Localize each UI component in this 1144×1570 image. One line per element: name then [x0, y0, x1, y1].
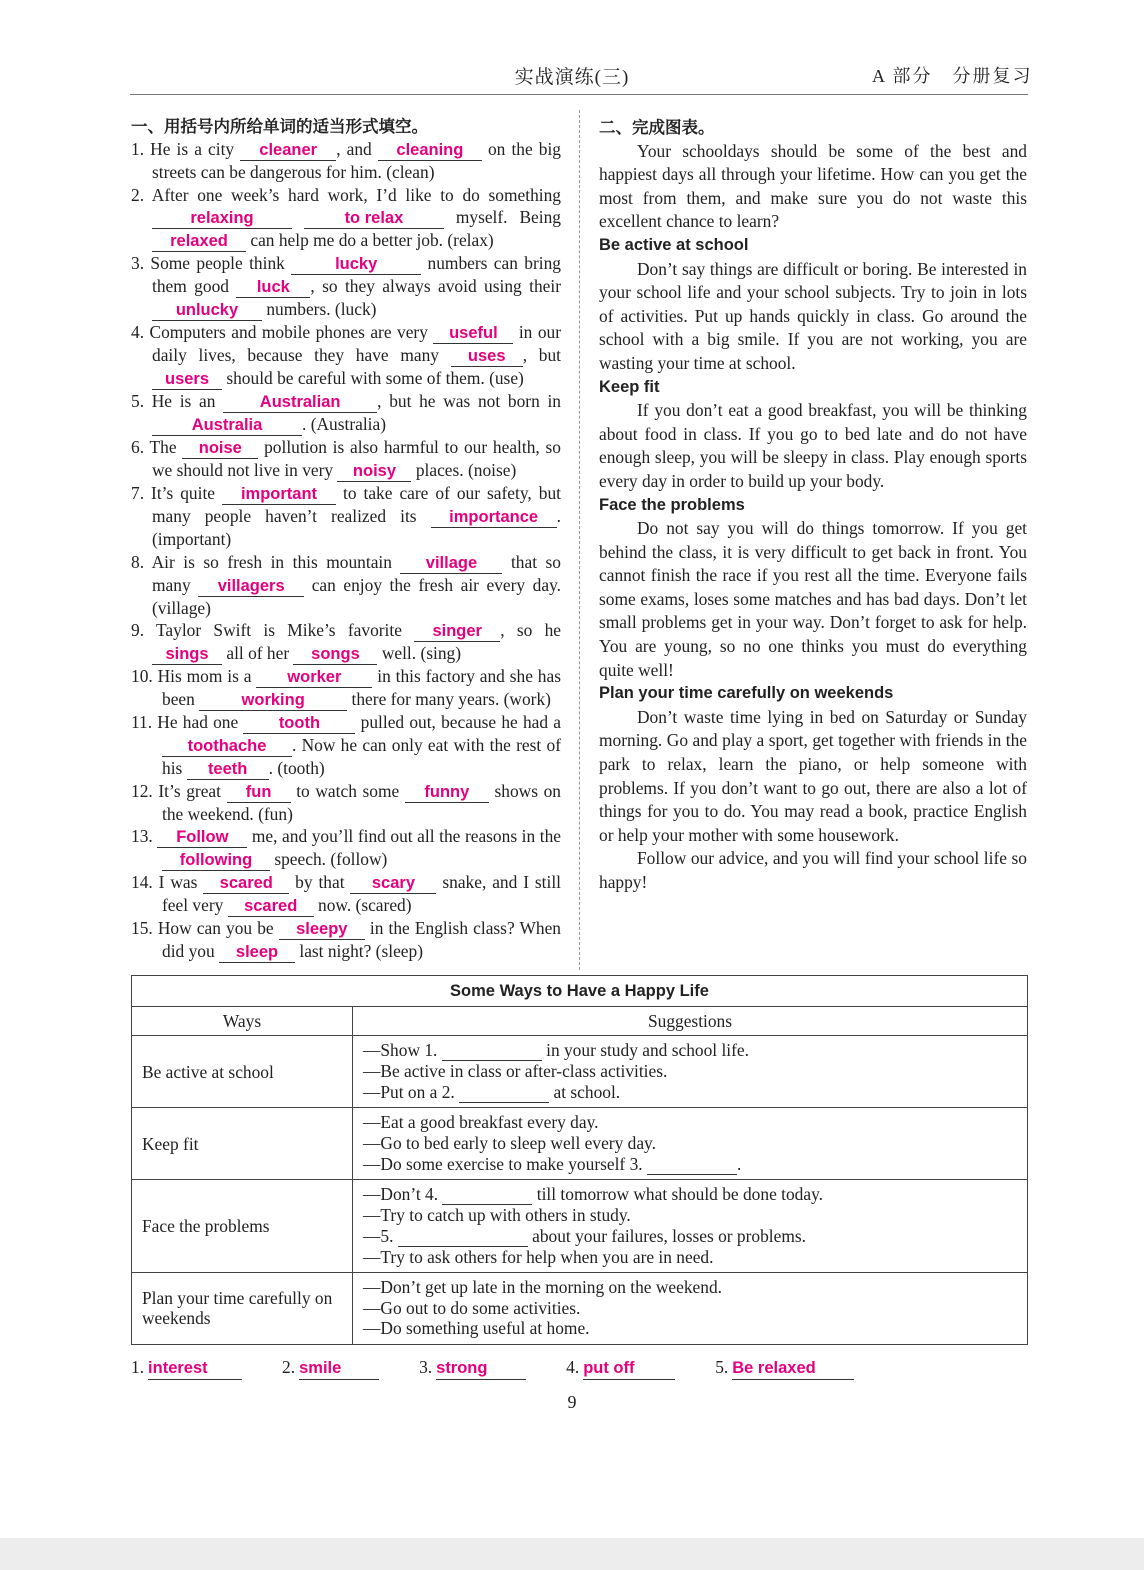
item-text: numbers. (luck): [262, 299, 377, 320]
answer-text: strong: [436, 1359, 488, 1377]
answer-text: relaxing: [190, 209, 254, 228]
suggestion-text: .: [736, 1153, 742, 1174]
item-text: in the English class? When did you: [162, 918, 561, 962]
answer-text: worker: [287, 668, 342, 687]
part2-sections: [599, 234, 1027, 847]
answer-blank: [203, 873, 289, 894]
suggestion-text: —Go to bed early to sleep well every day.: [363, 1133, 656, 1153]
part1-items: [131, 138, 561, 963]
answer-item: [715, 1356, 854, 1380]
section-paragraph: Do not say you will do things tomorrow. If you get behind the class, it is very difficult to get back in front. You cannot finish the race if you rest all the time. Everyone fails some exams, loses some matches and has bad days. Don’t let small problems get in your way. Don’t forget to ask for help. You are young, so no one thinks you must do everything quite well!: [599, 518, 1027, 680]
item-text: , but: [522, 345, 561, 366]
item-text: 15. How can you be: [131, 918, 279, 939]
table-header-ways: Ways: [132, 1007, 353, 1036]
item-text: . (tooth): [268, 758, 325, 779]
item-text: can enjoy the fresh air every day. (village): [152, 574, 561, 618]
answer-number: 4.: [566, 1357, 580, 1377]
suggestion-text: —Eat a good breakfast every day.: [363, 1112, 599, 1133]
suggestions-cell: [353, 1272, 1028, 1344]
item-text: 5. He is an: [131, 391, 224, 412]
suggestion-line: [363, 1112, 1017, 1133]
item-text: that so many: [152, 551, 561, 595]
item-text: 11. He had one: [131, 712, 244, 733]
exercise-item: [131, 825, 561, 871]
part2-heading: 二、完成图表。: [599, 118, 715, 137]
exercise-item: [131, 184, 561, 252]
answer-text: Australia: [191, 416, 263, 435]
item-text: there for many years. (work): [347, 689, 551, 710]
suggestion-line: [363, 1298, 1017, 1319]
item-text: snake, and I still feel very: [162, 872, 561, 916]
exercise-item: [131, 321, 561, 390]
answer-blank: [198, 576, 304, 597]
answer-item: [419, 1356, 526, 1380]
suggestion-line: [363, 1318, 1017, 1339]
page-header-title: 实战演练(三): [514, 67, 630, 88]
part2-closing: Follow our advice, and you will find your school life so happy!: [599, 848, 1027, 892]
answer-blank: [583, 1356, 675, 1380]
item-text: speech. (follow): [270, 849, 388, 870]
exercise-item: [131, 436, 561, 482]
answer-item: [566, 1356, 675, 1380]
suggestion-line: [363, 1061, 1017, 1082]
exercise-item: [131, 780, 561, 825]
table-blank: [442, 1185, 532, 1205]
answer-blank: [433, 323, 513, 344]
exercise-item: [131, 482, 561, 550]
answer-blank: [279, 919, 365, 940]
answer-blank: [337, 461, 411, 482]
answer-text: villagers: [217, 576, 285, 595]
item-text: well. (sing): [377, 643, 462, 664]
exercise-item: [131, 619, 561, 665]
answer-text: Follow: [176, 828, 229, 847]
way-cell: Keep fit: [132, 1108, 353, 1180]
answer-blank: [162, 736, 292, 757]
table-blank: [459, 1083, 549, 1103]
answer-blank: [162, 850, 270, 871]
section-heading: Face the problems: [599, 495, 745, 514]
answer-blank: [240, 140, 336, 161]
suggestion-text: till tomorrow what should be done today.: [532, 1184, 823, 1204]
answer-blank: [291, 254, 421, 275]
suggestion-text: —Be active in class or after-class activities.: [363, 1061, 668, 1082]
suggestion-line: [363, 1277, 1017, 1298]
suggestion-text: —5.: [363, 1225, 398, 1246]
answer-blank: [227, 782, 291, 803]
exercise-item: [131, 711, 561, 780]
answer-text: noisy: [352, 462, 397, 481]
header-rule: [130, 94, 1028, 95]
answer-blank: [152, 231, 246, 252]
answer-text: put off: [583, 1359, 635, 1377]
table-row: [132, 1180, 1028, 1273]
suggestion-text: —Show 1.: [363, 1040, 442, 1061]
table-header-suggestions: Suggestions: [353, 1007, 1028, 1036]
exercise-item: [131, 390, 561, 436]
item-text: 8. Air is so fresh in this mountain: [131, 551, 401, 572]
answer-blank: [436, 1356, 526, 1380]
item-text: , so they always avoid using their: [310, 276, 561, 297]
exercise-item: [131, 665, 561, 711]
item-text: 1. He is a city: [131, 139, 241, 160]
answer-text: scary: [371, 874, 416, 893]
item-text: 2. After one week’s hard work, I’d like to do something: [131, 184, 561, 205]
suggestion-text: —Go out to do some activities.: [363, 1297, 581, 1318]
item-text: 10. His mom is a: [131, 666, 257, 687]
exercise-item: [131, 917, 561, 963]
answer-item: [131, 1356, 242, 1380]
way-cell: Be active at school: [132, 1036, 353, 1108]
answer-text: noise: [198, 439, 242, 458]
exercise-item: [131, 252, 561, 321]
item-text: , and: [336, 139, 378, 160]
answer-blank: [152, 369, 222, 390]
suggestion-text: —Put on a 2.: [363, 1081, 460, 1102]
suggestion-line: [363, 1184, 1017, 1205]
answer-blank: [152, 300, 262, 321]
answer-text: important: [240, 485, 318, 504]
item-text: . Now he can only eat with the rest of his: [162, 735, 561, 779]
suggestions-cell: [353, 1036, 1028, 1108]
answer-text: sleep: [235, 943, 279, 962]
item-text: , but he was not born in: [377, 391, 561, 412]
answer-blank: [223, 392, 377, 413]
suggestion-line: [363, 1247, 1017, 1268]
answer-blank: [148, 1356, 242, 1380]
suggestions-cell: [353, 1108, 1028, 1180]
suggestion-text: —Do something useful at home.: [363, 1318, 590, 1339]
item-text: 6. The: [131, 437, 183, 458]
suggestion-line: [363, 1082, 1017, 1103]
exercise-item: [131, 871, 561, 917]
table-blank: [442, 1041, 542, 1061]
suggestions-cell: [353, 1180, 1028, 1273]
answer-blank: [152, 415, 302, 436]
suggestion-text: about your failures, losses or problems.: [527, 1225, 806, 1246]
answer-text: to relax: [344, 209, 404, 228]
item-text: to take care of our safety, but many people haven’t realized its: [152, 483, 561, 527]
answer-item: [282, 1356, 379, 1380]
exercise-item: [131, 138, 561, 183]
item-text: me, and you’ll find out all the reasons in the: [247, 826, 561, 847]
item-text: on the big streets can be dangerous for him. (clean): [152, 139, 562, 183]
item-text: 14. I was: [131, 872, 204, 893]
answer-blank: [293, 644, 377, 665]
item-text: 4. Computers and mobile phones are very: [131, 322, 434, 343]
suggestion-text: —Try to catch up with others in study.: [363, 1205, 631, 1225]
answer-text: fun: [245, 783, 272, 802]
item-text: all of her: [222, 643, 294, 664]
item-text: last night? (sleep): [295, 941, 423, 962]
answer-blank: [222, 484, 336, 505]
suggestion-text: in your study and school life.: [541, 1040, 749, 1061]
answer-text: funny: [424, 783, 470, 802]
answer-text: village: [425, 553, 478, 572]
answer-blank: [152, 644, 222, 665]
table-body: [132, 1036, 1028, 1345]
answer-text: unlucky: [175, 301, 239, 320]
item-text: can help me do a better job. (relax): [246, 230, 494, 251]
section-heading: Plan your time carefully on weekends: [599, 684, 894, 703]
item-text: 9. Taylor Swift is Mike’s favorite: [131, 620, 415, 641]
answer-text: sings: [165, 645, 209, 664]
way-cell: Plan your time carefully on weekends: [132, 1272, 353, 1344]
suggestion-text: —Try to ask others for help when you are in need.: [363, 1246, 714, 1267]
table-title: Some Ways to Have a Happy Life: [132, 976, 1028, 1007]
table-blank: [398, 1227, 528, 1247]
suggestion-line: [363, 1154, 1017, 1175]
answer-text: working: [241, 691, 305, 710]
answer-text: interest: [148, 1359, 208, 1377]
item-text: numbers can bring them good: [152, 253, 561, 297]
summary-table: [131, 975, 1028, 1345]
answer-text: cleaning: [396, 141, 464, 160]
part2-column: [599, 116, 1027, 895]
item-text: 3. Some people think: [131, 253, 292, 274]
table-row: [132, 1108, 1028, 1180]
item-text: [292, 207, 304, 227]
exercise-item: [131, 551, 561, 619]
item-text: pollution is also harmful to our health, so we should not live in very: [152, 437, 561, 481]
bottom-band: [0, 1538, 1144, 1570]
table-row: [132, 1036, 1028, 1108]
answer-blank: [299, 1356, 379, 1380]
section-heading: Be active at school: [599, 235, 749, 254]
part2-intro: Your schooldays should be some of the best and happiest days all through your lifetime. How can you get the most from them, and make sure you do not waste this excellent chance to learn?: [599, 140, 1027, 232]
way-cell: Face the problems: [132, 1180, 353, 1273]
section-paragraph: Don’t say things are difficult or boring. Be interested in your school life and your school subjects. Try to join in lots of activities. Put up hands quickly in class. Go around the school with a big smile. If you are not working, you are wasting your time at school.: [599, 258, 1027, 373]
suggestion-line: [363, 1040, 1017, 1061]
answer-text: scared: [244, 897, 298, 916]
suggestion-text: —Don’t get up late in the morning on the weekend.: [363, 1276, 723, 1297]
item-text: 13.: [131, 826, 158, 847]
suggestion-text: at school.: [549, 1081, 621, 1102]
table-answers: [131, 1356, 854, 1380]
suggestion-line: [363, 1205, 1017, 1226]
answer-number: 3.: [419, 1357, 433, 1377]
answer-blank: [405, 782, 489, 803]
item-text: by that: [289, 872, 351, 893]
answer-blank: [152, 208, 292, 229]
suggestion-text: —Don’t 4.: [363, 1184, 443, 1204]
answer-number: 2.: [282, 1357, 296, 1377]
suggestion-line: [363, 1133, 1017, 1154]
answer-text: users: [164, 370, 210, 389]
item-text: in this factory and she has been: [162, 666, 561, 710]
answer-blank: [350, 873, 436, 894]
item-text: 7. It’s quite: [131, 483, 222, 504]
table-row: [132, 1272, 1028, 1344]
answer-blank: [732, 1356, 854, 1380]
answer-blank: [378, 140, 482, 161]
answer-text: teeth: [207, 760, 248, 779]
answer-blank: [414, 621, 500, 642]
answer-text: tooth: [278, 714, 321, 733]
page-number: 9: [567, 1392, 577, 1412]
answer-blank: [243, 713, 355, 734]
item-text: places. (noise): [411, 460, 517, 481]
section-paragraph: Don’t waste time lying in bed on Saturday or Sunday morning. Go and play a sport, get together with friends in the park to relax, learn the piano, or help someone with problems. If you don’t want to go out, there are also a lot of things for you to do. You may read a book, practice English or help your mother with some housework.: [599, 706, 1027, 845]
answer-blank: [182, 438, 258, 459]
answer-number: 5.: [715, 1357, 729, 1377]
answer-text: useful: [449, 324, 498, 343]
item-text: now. (scared): [313, 895, 412, 916]
column-divider: [579, 110, 580, 970]
item-text: to watch some: [290, 781, 405, 802]
answer-blank: [400, 553, 502, 574]
page-header-section: A 部分 分册复习: [872, 66, 1033, 86]
answer-text: songs: [311, 645, 360, 664]
answer-text: smile: [299, 1359, 342, 1377]
answer-blank: [451, 346, 523, 367]
item-text: 12. It’s great: [131, 781, 227, 802]
item-text: pulled out, because he had a: [355, 712, 562, 733]
answer-blank: [256, 667, 372, 688]
answer-text: cleaner: [259, 141, 318, 160]
answer-text: relaxed: [170, 232, 228, 251]
section-paragraph: If you don’t eat a good breakfast, you will be thinking about food in class. If you go to bed late and do not have enough sleep, you will be sleepy in class. Play enough sports every day in order to build up your body.: [599, 400, 1027, 491]
answer-blank: [157, 827, 247, 848]
answer-blank: [236, 277, 310, 298]
part1-heading: 一、用括号内所给单词的适当形式填空。: [131, 117, 428, 136]
table-blank: [647, 1155, 737, 1175]
item-text: , so he: [500, 620, 562, 641]
answer-text: uses: [467, 347, 506, 366]
answer-text: singer: [432, 622, 482, 641]
part1-column: [131, 116, 561, 963]
answer-blank: [219, 942, 295, 963]
answer-text: sleepy: [296, 920, 348, 939]
answer-blank: [199, 690, 347, 711]
suggestion-line: [363, 1226, 1017, 1247]
answer-blank: [431, 507, 557, 528]
answer-text: Be relaxed: [732, 1359, 816, 1377]
answer-text: lucky: [335, 255, 378, 274]
item-text: . (important): [152, 506, 561, 550]
item-text: should be careful with some of them. (use): [222, 368, 524, 389]
section-heading: Keep fit: [599, 377, 660, 396]
answer-text: luck: [256, 278, 290, 297]
answer-text: scared: [219, 874, 273, 893]
answer-text: importance: [449, 508, 539, 527]
answer-text: toothache: [187, 737, 267, 756]
answer-blank: [228, 896, 314, 917]
answer-number: 1.: [131, 1357, 145, 1377]
item-text: shows on the weekend. (fun): [162, 781, 561, 825]
suggestion-text: —Do some exercise to make yourself 3.: [363, 1153, 647, 1174]
answer-text: Australian: [259, 393, 341, 412]
item-text: myself. Being: [443, 207, 561, 228]
item-text: in our daily lives, because they have many: [152, 322, 561, 366]
answer-blank: [304, 208, 444, 229]
answer-blank: [187, 759, 269, 780]
item-text: . (Australia): [302, 414, 387, 435]
answer-text: following: [179, 851, 253, 870]
